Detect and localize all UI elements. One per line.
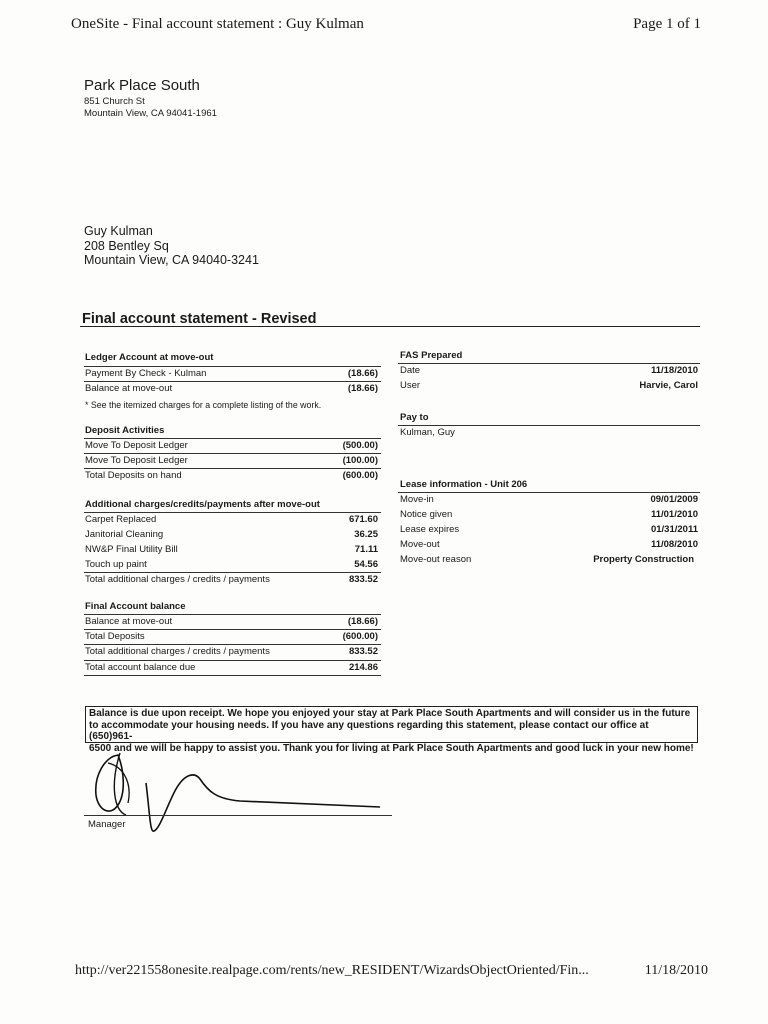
- notice-line: 6500 and we will be happy to assist you. Thank you for living at Park Place South Apartments and good luck in your new home!: [89, 742, 694, 754]
- signature-line: [84, 815, 392, 816]
- pay-to-heading: Pay to: [400, 412, 429, 423]
- balance-row-label: Balance at move-out: [85, 616, 173, 627]
- statement-title: Final account statement - Revised: [82, 311, 317, 327]
- fas-heading: FAS Prepared: [400, 350, 463, 361]
- ledger-heading: Ledger Account at move-out: [85, 352, 214, 363]
- divider: [84, 675, 381, 676]
- tenant-city: Mountain View, CA 94040-3241: [84, 253, 259, 267]
- balance-row-label: Total additional charges / credits / payments: [85, 646, 270, 657]
- lease-row-label: Move-in: [400, 494, 434, 505]
- additional-heading: Additional charges/credits/payments after move-out: [85, 499, 320, 510]
- charge-row-value: 71.11: [354, 544, 378, 555]
- balance-row-label: Total Deposits: [85, 631, 145, 642]
- lease-row: [400, 523, 698, 537]
- property-name: Park Place South: [84, 77, 200, 94]
- balance-row: [85, 615, 378, 629]
- deposit-row-value: (500.00): [342, 440, 378, 451]
- fas-row-label: User: [400, 380, 421, 391]
- footer-url: http://ver221558onesite.realpage.com/rents/new_RESIDENT/WizardsObjectOriented/Fin...: [75, 963, 589, 978]
- deposit-row-label: Move To Deposit Ledger: [85, 440, 188, 451]
- ledger-row: [85, 382, 378, 396]
- lease-row: [400, 538, 698, 552]
- property-address: [84, 96, 217, 120]
- balance-row-value: (600.00): [342, 631, 378, 642]
- lease-row-label: Lease expires: [400, 524, 460, 535]
- lease-row: [400, 508, 698, 522]
- charge-row: [85, 543, 378, 557]
- balance-row: [85, 630, 378, 644]
- property-city: Mountain View, CA 94041-1961: [84, 108, 217, 119]
- lease-row-value: 01/31/2011: [650, 524, 698, 535]
- charge-row-label: Touch up paint: [85, 559, 147, 570]
- ledger-row: [85, 367, 378, 381]
- deposit-row: [85, 439, 378, 453]
- lease-row-value: Property Construction: [593, 554, 694, 565]
- title-divider: [80, 326, 700, 327]
- fas-row-value: Harvie, Carol: [639, 380, 698, 391]
- lease-row-value: 11/08/2010: [650, 539, 698, 550]
- payment-notice: [85, 706, 698, 754]
- ledger-note: * See the itemized charges for a complete listing of the work.: [85, 400, 322, 410]
- deposits-heading: Deposit Activities: [85, 425, 165, 436]
- page-header-title: OneSite - Final account statement : Guy Kulman: [71, 16, 364, 32]
- fas-row-value: 11/18/2010: [650, 365, 698, 376]
- notice-line: to accommodate your housing needs. If you have any questions regarding this statement, please contact our office at (650)961-: [89, 719, 649, 742]
- balance-row: [85, 645, 378, 659]
- balance-due-row: [85, 661, 378, 675]
- deposit-total-value: (600.00): [342, 470, 378, 481]
- charge-row: [85, 558, 378, 572]
- divider: [398, 425, 700, 426]
- fas-row: [400, 379, 698, 393]
- pay-to-name: Kulman, Guy: [400, 427, 455, 438]
- lease-heading: Lease information - Unit 206: [400, 479, 528, 490]
- page-number: Page 1 of 1: [633, 16, 701, 32]
- lease-row-value: 11/01/2010: [650, 509, 698, 520]
- tenant-address: [84, 224, 259, 268]
- lease-row-value: 09/01/2009: [650, 494, 698, 505]
- deposit-total-label: Total Deposits on hand: [85, 470, 182, 481]
- charge-row-label: Janitorial Cleaning: [85, 529, 164, 540]
- ledger-row-label: Balance at move-out: [85, 383, 173, 394]
- final-balance-heading: Final Account balance: [85, 601, 186, 612]
- ledger-row-value: (18.66): [347, 383, 378, 394]
- charge-row-value: 671.60: [348, 514, 378, 525]
- deposit-total-row: [85, 469, 378, 483]
- charge-row: [85, 513, 378, 527]
- lease-row: [400, 553, 694, 567]
- charge-total-label: Total additional charges / credits / payments: [85, 574, 270, 585]
- lease-row-label: Move-out: [400, 539, 440, 550]
- tenant-name: Guy Kulman: [84, 224, 153, 238]
- lease-row: [400, 493, 698, 507]
- balance-due-value: 214.86: [348, 662, 378, 673]
- tenant-street: 208 Bentley Sq: [84, 238, 169, 253]
- charge-total-value: 833.52: [348, 574, 378, 585]
- deposit-row-label: Move To Deposit Ledger: [85, 455, 188, 466]
- lease-row-label: Notice given: [400, 509, 453, 520]
- balance-row-value: (18.66): [347, 616, 378, 627]
- footer-date: 11/18/2010: [644, 963, 708, 978]
- charge-total-row: [85, 573, 378, 587]
- property-street: 851 Church St: [84, 96, 145, 107]
- charge-row-value: 54.56: [354, 559, 378, 570]
- ledger-row-label: Payment By Check - Kulman: [85, 368, 207, 379]
- deposit-row-value: (100.00): [342, 455, 378, 466]
- signature-label: Manager: [88, 819, 126, 830]
- charge-row: [85, 528, 378, 542]
- fas-row: [400, 364, 698, 378]
- fas-row-label: Date: [400, 365, 421, 376]
- charge-row-value: 36.25: [354, 529, 378, 540]
- deposit-row: [85, 454, 378, 468]
- ledger-row-value: (18.66): [347, 368, 378, 379]
- charge-row-label: NW&P Final Utility Bill: [85, 544, 178, 555]
- lease-row-label: Move-out reason: [400, 554, 472, 565]
- charge-row-label: Carpet Replaced: [85, 514, 157, 525]
- balance-due-label: Total account balance due: [85, 662, 196, 673]
- notice-line: Balance is due upon receipt. We hope you enjoyed your stay at Park Place South Apartments and will consider us in the future: [89, 708, 691, 719]
- balance-row-value: 833.52: [348, 646, 378, 657]
